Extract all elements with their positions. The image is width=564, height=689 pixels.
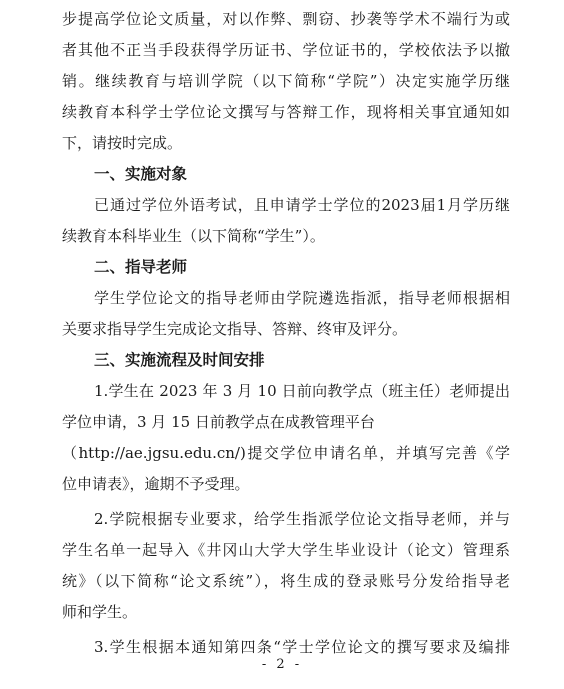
paragraph-line: 3.学生根据本通知第四条“学士学位论文的撰写要求及编排 [94, 638, 510, 656]
page-number: - 2 - [261, 657, 303, 672]
paragraph-line: （http://ae.jgsu.edu.cn/)提交学位申请名单，并填写完善《学 [62, 444, 510, 462]
process-item-1 [62, 376, 510, 500]
paragraph-line: 学生学位论文的指导老师由学院遴选指派，指导老师根据相 [94, 289, 510, 307]
section1-paragraph [62, 190, 510, 252]
paragraph-line: 已通过学位外语考试，且申请学士学位的2023届1月学历继 [94, 196, 510, 214]
paragraph-line: 学生名单一起导入《井冈山大学大学生毕业设计（论文）管理系 [62, 541, 510, 559]
paragraph-line: 2.学院根据专业要求，给学生指派学位论文指导老师，并与 [94, 510, 510, 528]
section-heading-process: 三、实施流程及时间安排 [94, 351, 265, 369]
paragraph-line: 续教育本科毕业生（以下简称“学生”）。 [62, 227, 325, 245]
paragraph-line: 学位申请，3 月 15 日前教学点在成教管理平台 [62, 413, 375, 431]
paragraph-line: 者其他不正当手段获得学历证书、学位证书的，学校依法予以撤 [62, 41, 510, 59]
paragraph-line: 销。继续教育与培训学院（以下简称“学院”）决定实施学历继 [62, 72, 510, 90]
paragraph-line: 统》（以下简称“论文系统”），将生成的登录账号分发给指导老 [62, 572, 510, 590]
section-heading-advisors: 二、指导老师 [94, 258, 188, 276]
paragraph-line: 关要求指导学生完成论文指导、答辩、终审及评分。 [62, 320, 408, 338]
paragraph-line: 1.学生在 2023 年 3 月 10 日前向教学点（班主任）老师提出 [94, 382, 510, 400]
section2-paragraph [62, 283, 510, 345]
section-heading-targets: 一、实施对象 [94, 165, 188, 183]
paragraph-line: 师和学生。 [62, 603, 138, 621]
paragraph-line: 续教育本科学士学位论文撰写与答辩工作，现将相关事宜通知如 [62, 103, 510, 121]
paragraph-line: 位申请表》，逾期不予受理。 [62, 475, 250, 493]
paragraph-line: 下，请按时完成。 [62, 134, 183, 152]
process-item-2 [62, 504, 510, 628]
intro-paragraph [62, 4, 510, 159]
paragraph-line: 步提高学位论文质量，对以作弊、剽窃、抄袭等学术不端行为或 [62, 10, 510, 28]
document-body [62, 4, 510, 663]
